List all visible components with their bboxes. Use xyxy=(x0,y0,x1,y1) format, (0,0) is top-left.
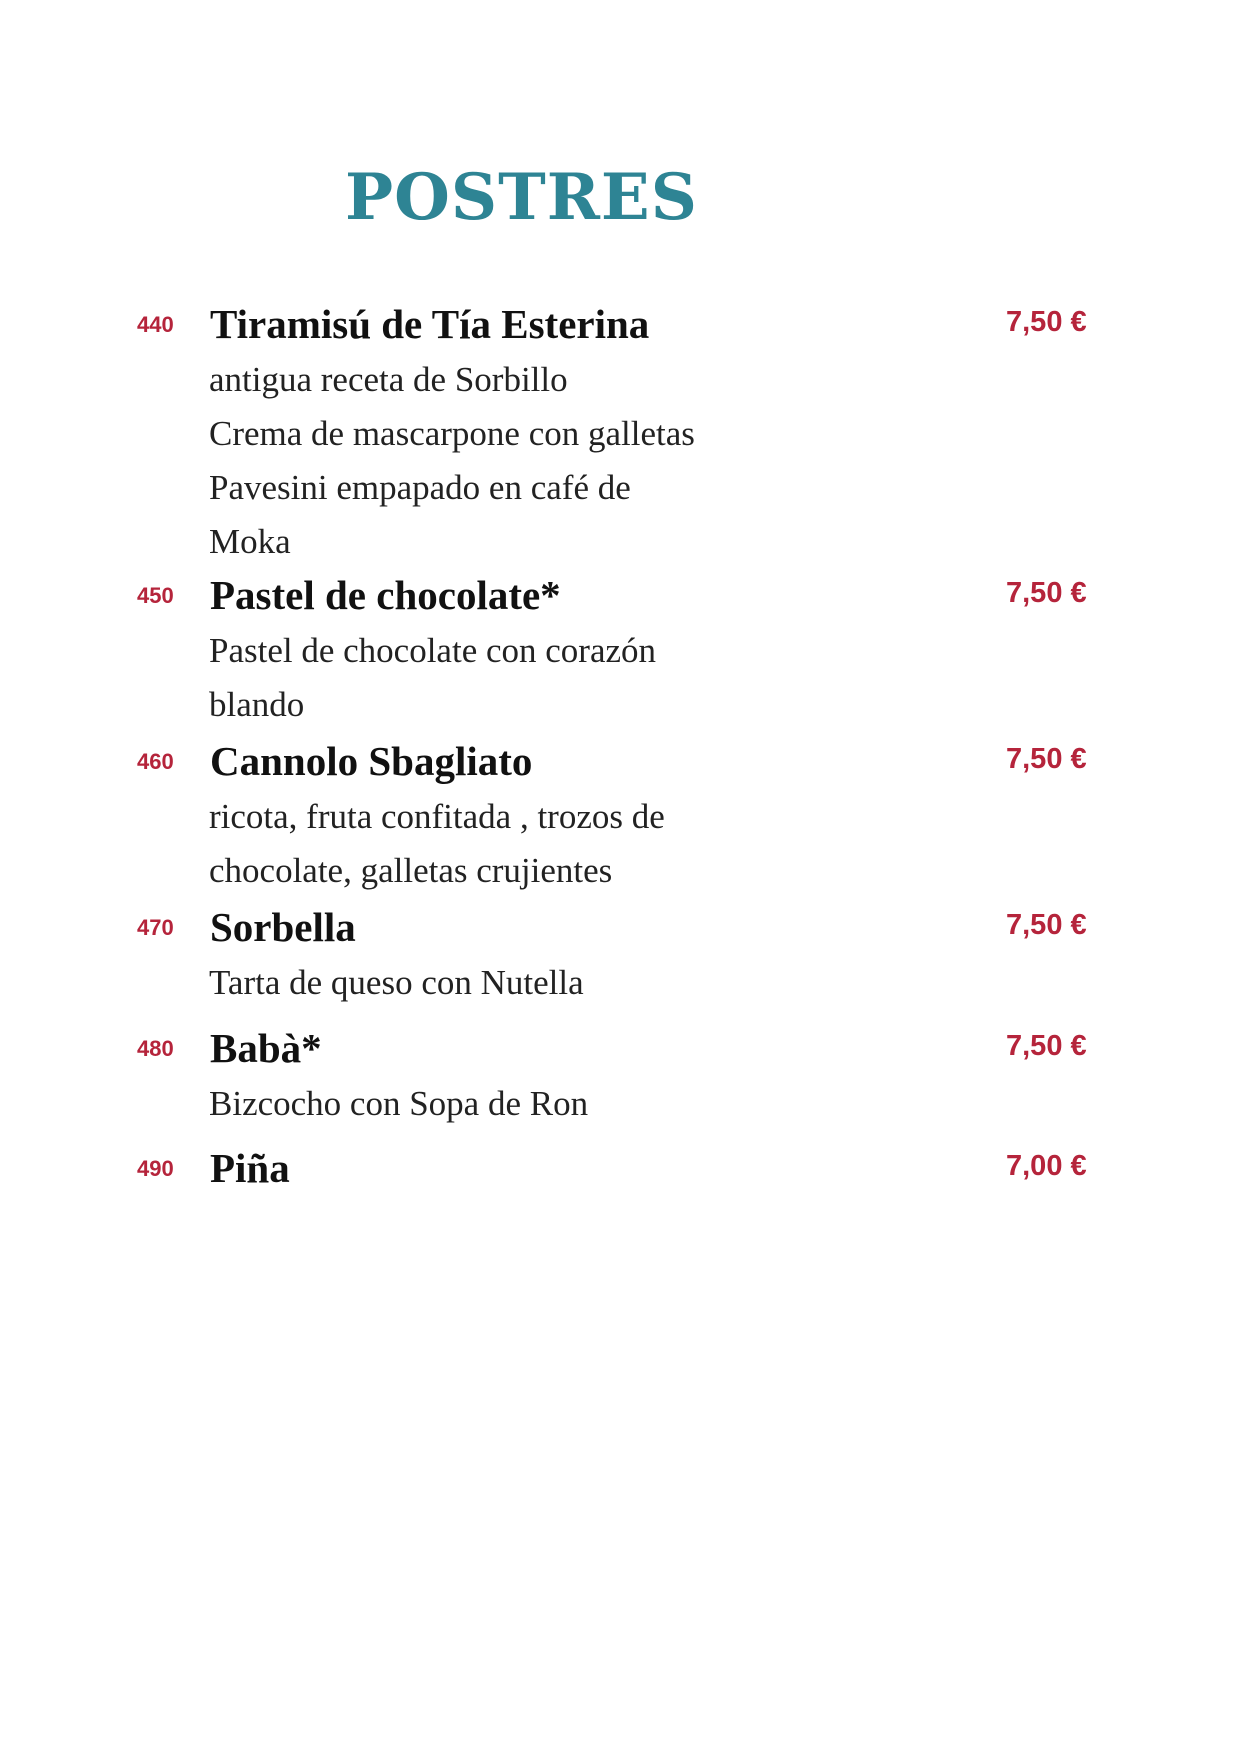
item-code: 440 xyxy=(137,312,174,337)
item-code: 480 xyxy=(137,1036,174,1061)
item-name: Tiramisú de Tía Esterina xyxy=(210,301,650,347)
item-name: Piña xyxy=(210,1145,290,1191)
item-description-line: chocolate, galletas crujientes xyxy=(209,851,613,890)
item-description-line: Tarta de queso con Nutella xyxy=(209,963,584,1002)
item-description-line: Pastel de chocolate con corazón xyxy=(209,631,657,670)
item-name: Babà* xyxy=(210,1025,322,1071)
item-code: 450 xyxy=(137,583,174,608)
item-description-line: Moka xyxy=(209,522,291,561)
item-price: 7,50 € xyxy=(1006,743,1087,775)
item-description-line: Crema de mascarpone con galletas xyxy=(209,414,695,453)
item-price: 7,50 € xyxy=(1006,577,1087,609)
item-code: 470 xyxy=(137,915,174,940)
item-name: Pastel de chocolate* xyxy=(210,572,561,618)
item-description-line: Bizcocho con Sopa de Ron xyxy=(209,1084,589,1123)
item-price: 7,50 € xyxy=(1006,909,1087,941)
item-description-line: ricota, fruta confitada , trozos de xyxy=(209,797,665,836)
item-price: 7,50 € xyxy=(1006,306,1087,338)
item-price: 7,50 € xyxy=(1006,1030,1087,1062)
item-code: 460 xyxy=(137,749,174,774)
menu-title: POSTRES xyxy=(345,160,698,235)
item-name: Cannolo Sbagliato xyxy=(210,738,533,784)
item-description-line: blando xyxy=(209,685,305,724)
item-name: Sorbella xyxy=(210,904,356,950)
item-price: 7,00 € xyxy=(1006,1150,1087,1182)
item-description-line: Pavesini empapado en café de xyxy=(209,468,631,507)
item-code: 490 xyxy=(137,1156,174,1181)
item-description-line: antigua receta de Sorbillo xyxy=(209,360,568,399)
